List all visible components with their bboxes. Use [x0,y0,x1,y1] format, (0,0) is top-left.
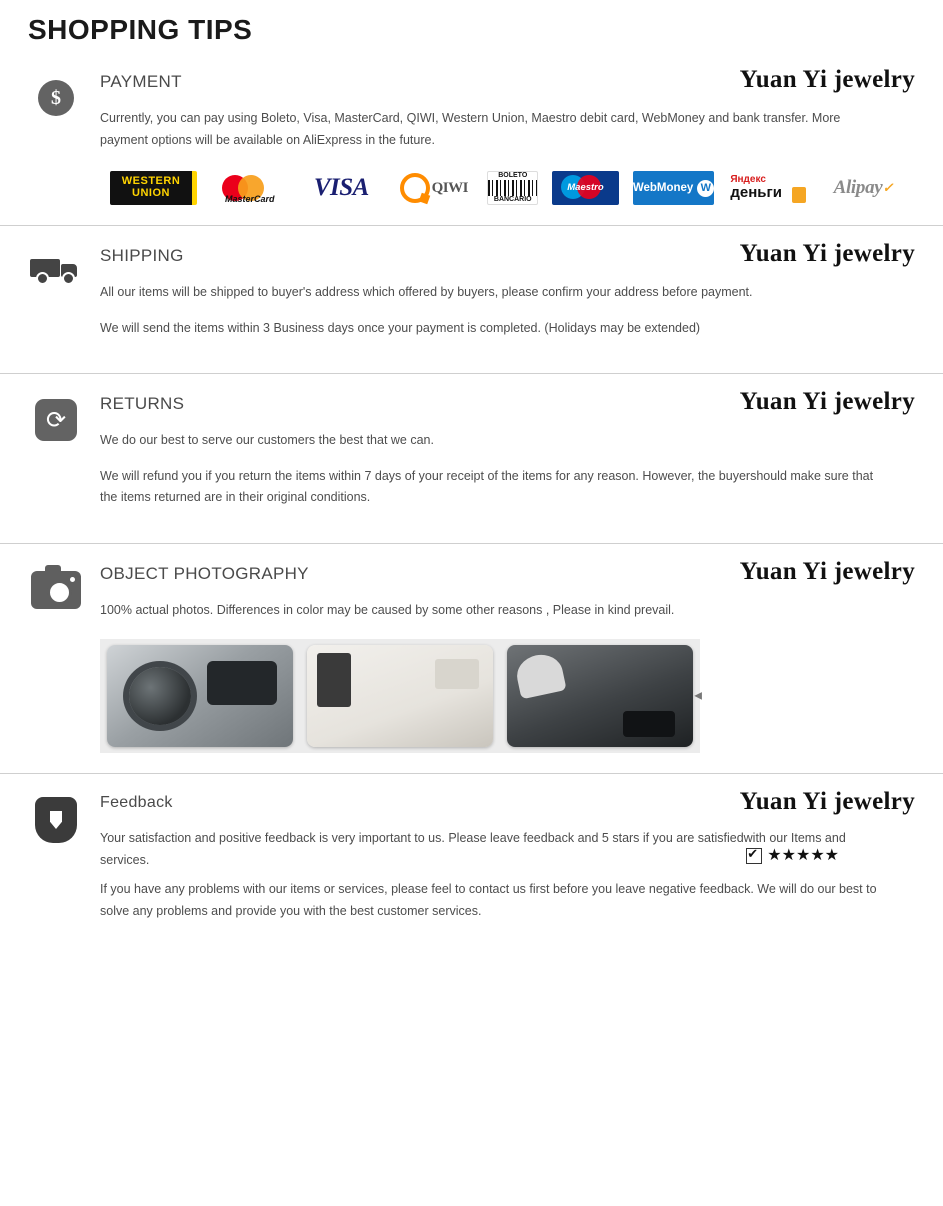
shipping-paragraph-2: We will send the items within 3 Business days once your payment is completed. (Holidays may be extended) [100,320,701,335]
photo-dslr-camera[interactable] [107,645,293,747]
photo-softbox-setup[interactable] [507,645,693,747]
section-heading-photography: OBJECT PHOTOGRAPHY [100,563,309,583]
qiwi-logo [394,171,473,205]
boleto-barcode [488,180,537,196]
returns-paragraph-1: We do our best to serve our customers the best that we can. [100,433,434,447]
shield-icon [30,794,82,846]
gallery-next-arrow-icon[interactable]: ◀ [694,690,702,702]
feedback-paragraph-2: If you have any problems with our items or services, please feel to contact us first before you leave negative feedback. We will do our best to solve any problems and provide you with the best customer services. [100,882,877,918]
western-union-logo [110,171,197,205]
checkmark-icon [746,848,762,864]
section-heading-payment: PAYMENT [100,72,182,91]
truck-icon [30,246,82,298]
section-returns [0,374,943,544]
brand-watermark-photography: Yuan Yi jewelry [739,557,915,585]
brand-watermark-shipping: Yuan Yi jewelry [739,240,915,267]
section-shipping [0,226,943,374]
alipay-logo [824,171,903,205]
section-heading-feedback: Feedback [100,794,173,811]
photo-gallery[interactable] [100,639,700,753]
payment-description: Currently, you can pay using Boleto, Visa, MasterCard, QIWI, Western Union, Maestro debit card, WebMoney and bank transfer. More payment options will be available on AliExpress in the future. [100,111,841,147]
section-heading-returns: RETURNS [100,394,185,413]
boleto-logo [487,171,538,205]
photo-studio-lighting[interactable] [307,645,493,747]
qiwi-label: QIWI [431,179,468,196]
qiwi-mark [400,173,430,203]
payment-logos [100,171,903,205]
alipay-label: Alipay [833,177,883,198]
webmoney-label: WebMoney [632,182,694,194]
returns-icon: ⟳ [30,394,82,446]
dollar-icon: $ [30,72,82,124]
western-union-line1: WESTERN [121,175,181,188]
returns-paragraph-2: We will refund you if you return the items within 7 days of your receipt of the items for any reason. However, the buyershould make sure that the items returned are in their original conditions. [100,468,874,504]
webmoney-mark: W [697,180,714,197]
visa-logo: VISA [313,174,369,201]
photography-description: 100% actual photos. Differences in color may be caused by some other reasons , Please in kind prevail. [100,602,675,617]
section-object-photography [0,544,943,775]
section-heading-shipping: SHIPPING [100,246,184,265]
alipay-mark: ✓ [882,180,894,195]
feedback-paragraph-1: Your satisfaction and positive feedback is very important to us. Please leave feedback and 5 stars if you are satisfiedwith our Items and services. [100,831,846,867]
brand-watermark-returns: Yuan Yi jewelry [739,388,915,415]
star-rating [746,848,839,864]
maestro-logo [552,171,619,205]
maestro-label: Maestro [567,182,604,193]
boleto-line2: BANCARIO [493,196,532,203]
brand-watermark-feedback: Yuan Yi jewelry [739,788,915,815]
yandex-money-logo [728,171,809,205]
camera-icon [30,564,82,616]
brand-watermark-payment: Yuan Yi jewelry [739,66,915,93]
page-title: SHOPPING TIPS [28,14,253,45]
section-feedback [0,774,943,956]
yandex-line1: Яндекс [730,173,766,185]
yandex-line2: деньги [730,184,782,202]
star-rating-stars: ★★★★★ [767,847,839,864]
boleto-line1: BOLETO [498,172,528,180]
webmoney-logo [633,171,715,205]
mastercard-label: MasterCard [225,194,275,204]
yandex-coin-icon [792,187,806,203]
western-union-line2: UNION [132,187,170,199]
shipping-paragraph-1: All our items will be shipped to buyer's address which offered by buyers, please confirm your address before payment. [100,285,753,299]
mastercard-logo [211,171,289,205]
section-payment [0,52,943,226]
